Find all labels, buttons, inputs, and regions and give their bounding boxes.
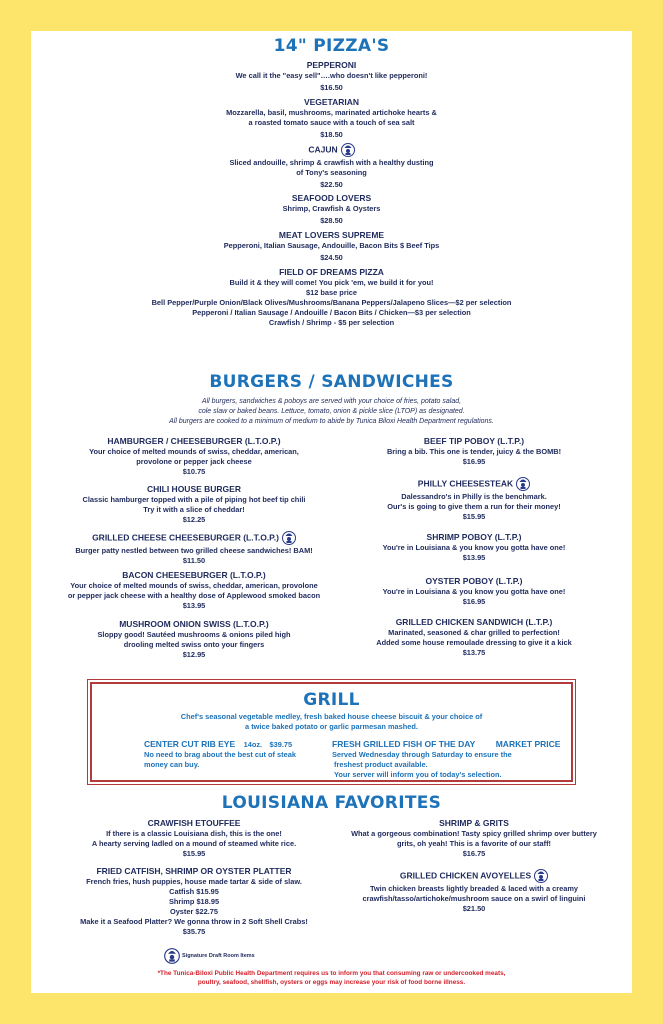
item-price: $11.50 [182,556,206,565]
louisiana-item-fried-platter [56,866,332,937]
item-desc: Marinated, seasoned & char grilled to perfection! [388,628,560,637]
pizza-item-vegetarian [100,97,563,140]
item-desc: We call it the "easy sell"….who doesn't like pepperoni! [235,71,428,80]
item-desc: grits, oh yeah! This is a favorite of our staff! [397,839,551,848]
item-price: $12.25 [182,515,206,524]
item-desc: crawfish/tasso/artichoke/mushroom sauce on a swirl of linguini [362,894,586,903]
health-disclaimer [120,970,543,987]
item-desc: or pepper jack cheese with a healthy dose of Applewood smoked bacon [67,591,321,600]
item-price: $39.75 [269,740,293,749]
item-desc: money can buy. [144,760,200,769]
intro-line: Chef's seasonal vegetable medley, fresh baked house cheese biscuit & your choice of [180,712,483,721]
item-desc: of Tony's seasoning [296,168,367,177]
item-price: $16.95 [462,597,486,606]
item-desc: a roasted tomato sauce with a touch of sea salt [248,118,415,127]
item-desc: Your choice of melted mounds of swiss, cheddar, american, [89,447,299,456]
item-desc: Classic hamburger topped with a pile of piping hot beef tip chili [82,495,306,504]
item-desc: Oyster $22.75 [169,907,219,916]
item-name-row [144,737,324,750]
item-desc: Sloppy good! Sautéed mushrooms & onions piled high [97,630,291,639]
pizza-item-meat-lovers [100,230,563,263]
item-name-row [100,142,563,158]
item-desc: Bell Pepper/Purple Onion/Black Olives/Mushrooms/Banana Peppers/Jalapeno Slices—$2 per selection [151,298,512,307]
item-price: $10.75 [182,467,206,476]
chef-badge-icon [164,947,180,965]
item-desc: $12 base price [306,288,357,297]
item-price: $13.95 [462,553,486,562]
item-name: SHRIMP & GRITS [439,818,509,828]
item-name: BACON CHEESEBURGER (L.T.O.P.) [122,570,266,580]
item-desc: Added some house remoulade dressing to give it a kick [376,638,572,647]
burger-item-mushroom-onion-swiss [56,619,332,660]
chef-badge-icon [282,530,296,546]
item-name: FRIED CATFISH, SHRIMP OR OYSTER PLATTER [96,866,292,876]
intro-line: a twice baked potato or garlic parmesan mashed. [245,722,418,731]
item-desc: Your choice of melted mounds of swiss, cheddar, american, provolone [70,581,318,590]
burgers-section-title: BURGERS / SANDWICHES [209,372,454,392]
item-price: $22.50 [320,180,343,189]
item-price: $15.95 [182,849,206,858]
item-desc: Shrimp, Crawfish & Oysters [282,204,381,213]
item-name: CHILI HOUSE BURGER [147,484,241,494]
item-name: FIELD OF DREAMS PIZZA [279,267,384,277]
item-desc: French fries, hush puppies, house made tartar & side of slaw. [86,877,302,886]
item-desc: provolone or pepper jack cheese [136,457,252,466]
item-desc: Crawfish / Shrimp - $5 per selection [268,318,395,327]
item-desc: Twin chicken breasts lightly breaded & laced with a creamy [369,884,579,893]
item-desc: If there is a classic Louisiana dish, this is the one! [106,829,282,838]
chef-badge-icon [534,868,548,884]
item-price: $24.50 [320,253,343,262]
note-line: All burgers are cooked to a minimum of medium to abide by Tunica Biloxi Health Department regulations. [169,418,494,425]
burger-item-grilled-cheese-cheeseburger [56,530,332,566]
item-name: GRILLED CHICKEN AVOYELLES [399,870,532,881]
chef-badge-icon [341,142,355,158]
louisiana-section-title: LOUISIANA FAVORITES [221,793,442,813]
item-price: $35.75 [182,927,206,936]
item-price: $16.75 [462,849,486,858]
pizza-item-cajun [100,142,563,190]
grill-section-title: GRILL [303,690,360,710]
item-desc: Pepperoni, Italian Sausage, Andouille, Bacon Bits $ Beef Tips [223,241,440,250]
burger-item-chili-house [56,484,332,525]
item-desc: No need to brag about the best cut of steak [144,750,296,759]
item-name: PEPPERONI [306,60,357,70]
item-desc: What a gorgeous combination! Tasty spicy grilled shrimp over buttery [351,829,597,838]
disclaimer-line: *The Tunica-Biloxi Public Health Department requires us to inform you that consuming raw or undercooked meats, [157,970,506,977]
item-price: $28.50 [320,216,343,225]
item-desc: freshest product available. [334,760,428,769]
item-desc: drooling melted swiss onto your fingers [123,640,265,649]
item-price: $18.50 [320,130,343,139]
grill-item-fish-of-day [332,737,572,780]
item-name: VEGETARIAN [303,97,360,107]
note-line: cole slaw or baked beans. Lettuce, tomato, onion & pickle slice (LTOP) as designated. [198,408,465,415]
item-name: SHRIMP POBOY (L.T.P.) [426,532,522,542]
item-price: $13.95 [182,601,206,610]
item-desc: Make it a Seafood Platter? We gonna throw in 2 Soft Shell Crabs! [80,917,308,926]
note-line: All burgers, sandwiches & poboys are served with your choice of fries, potato salad, [201,398,462,405]
item-desc: Shrimp $18.95 [168,897,220,906]
item-desc: Your server will inform you of today's selection. [334,770,502,779]
item-desc: Try it with a slice of cheddar! [143,505,245,514]
item-name: HAMBURGER / CHEESEBURGER (L.T.O.P.) [107,436,281,446]
item-name: PHILLY CHEESESTEAK [417,478,514,489]
grill-item-rib-eye [144,737,324,770]
item-desc: Sliced andouille, shrimp & crawfish with a healthy dusting [229,158,434,167]
item-desc: Our's is going to give them a run for their money! [387,502,561,511]
item-desc: A hearty serving ladled on a mound of steamed white rice. [91,839,297,848]
item-desc: You're in Louisiana & you know you gotta have one! [382,587,566,596]
pizza-item-field-of-dreams [100,267,563,328]
item-desc: Pepperoni / Italian Sausage / Andouille / Bacon Bits / Chicken—$3 per selection [192,308,471,317]
pizza-item-pepperoni [100,60,563,93]
louisiana-item-crawfish-etouffee [56,818,332,859]
sandwich-item-philly-cheesesteak [348,476,600,522]
item-name: FRESH GRILLED FISH OF THE DAY [332,739,476,749]
item-name: GRILLED CHICKEN SANDWICH (L.T.P.) [395,617,553,627]
pizza-section-title: 14" PIZZA'S [273,36,390,56]
item-name: BEEF TIP POBOY (L.T.P.) [423,436,525,446]
item-name: CAJUN [308,144,338,155]
sandwich-item-beef-tip-poboy [348,436,600,467]
item-price: $21.50 [462,904,486,913]
item-name-row [332,737,572,750]
item-price: MARKET PRICE [495,739,561,749]
louisiana-item-chicken-avoyelles [348,868,600,914]
item-name: GRILLED CHEESE CHEESEBURGER (L.T.O.P.) [92,532,279,543]
item-price: $13.75 [462,648,486,657]
louisiana-item-shrimp-grits [348,818,600,859]
item-price: $16.50 [320,83,343,92]
legend-label: Signature Draft Room Items [182,953,255,959]
item-price: $12.95 [182,650,206,659]
item-name-row [348,868,600,884]
item-desc: Bring a bib. This one is tender, juicy & the BOMB! [386,447,562,456]
item-desc: Burger patty nestled between two grilled cheese sandwiches! BAM! [75,546,313,555]
chef-badge-icon [516,476,530,492]
item-name-row [56,530,332,546]
item-name: MUSHROOM ONION SWISS (L.T.O.P.) [119,619,269,629]
grill-intro [120,712,543,732]
item-name: OYSTER POBOY (L.T.P.) [425,576,523,586]
item-desc: Mozzarella, basil, mushrooms, marinated artichoke hearts & [226,108,437,117]
item-price: $16.95 [462,457,486,466]
item-name: CENTER CUT RIB EYE [144,739,236,749]
burgers-notes [80,397,583,427]
pizza-item-seafood-lovers [100,193,563,226]
item-price: $15.95 [462,512,486,521]
item-name: MEAT LOVERS SUPREME [278,230,385,240]
item-size: 14oz. [243,740,263,749]
sandwich-item-oyster-poboy [348,576,600,607]
item-desc: You're in Louisiana & you know you gotta have one! [382,543,566,552]
burger-item-bacon-cheeseburger [56,570,332,611]
item-name: CRAWFISH ETOUFFEE [147,818,241,828]
signature-legend [164,946,255,966]
item-desc: Served Wednesday through Saturday to ensure the [332,750,512,759]
item-name: SEAFOOD LOVERS [291,193,372,203]
item-desc: Build it & they will come! You pick 'em, we build it for you! [229,278,434,287]
item-desc: Catfish $15.95 [169,887,219,896]
item-name-row [348,476,600,492]
burger-item-hamburger [56,436,332,477]
sandwich-item-grilled-chicken [348,617,600,658]
sandwich-item-shrimp-poboy [348,532,600,563]
item-desc: Dalessandro's in Philly is the benchmark. [401,492,547,501]
disclaimer-line: poultry, seafood, shellfish, oysters or eggs may increase your risk of food borne illness. [197,978,466,986]
